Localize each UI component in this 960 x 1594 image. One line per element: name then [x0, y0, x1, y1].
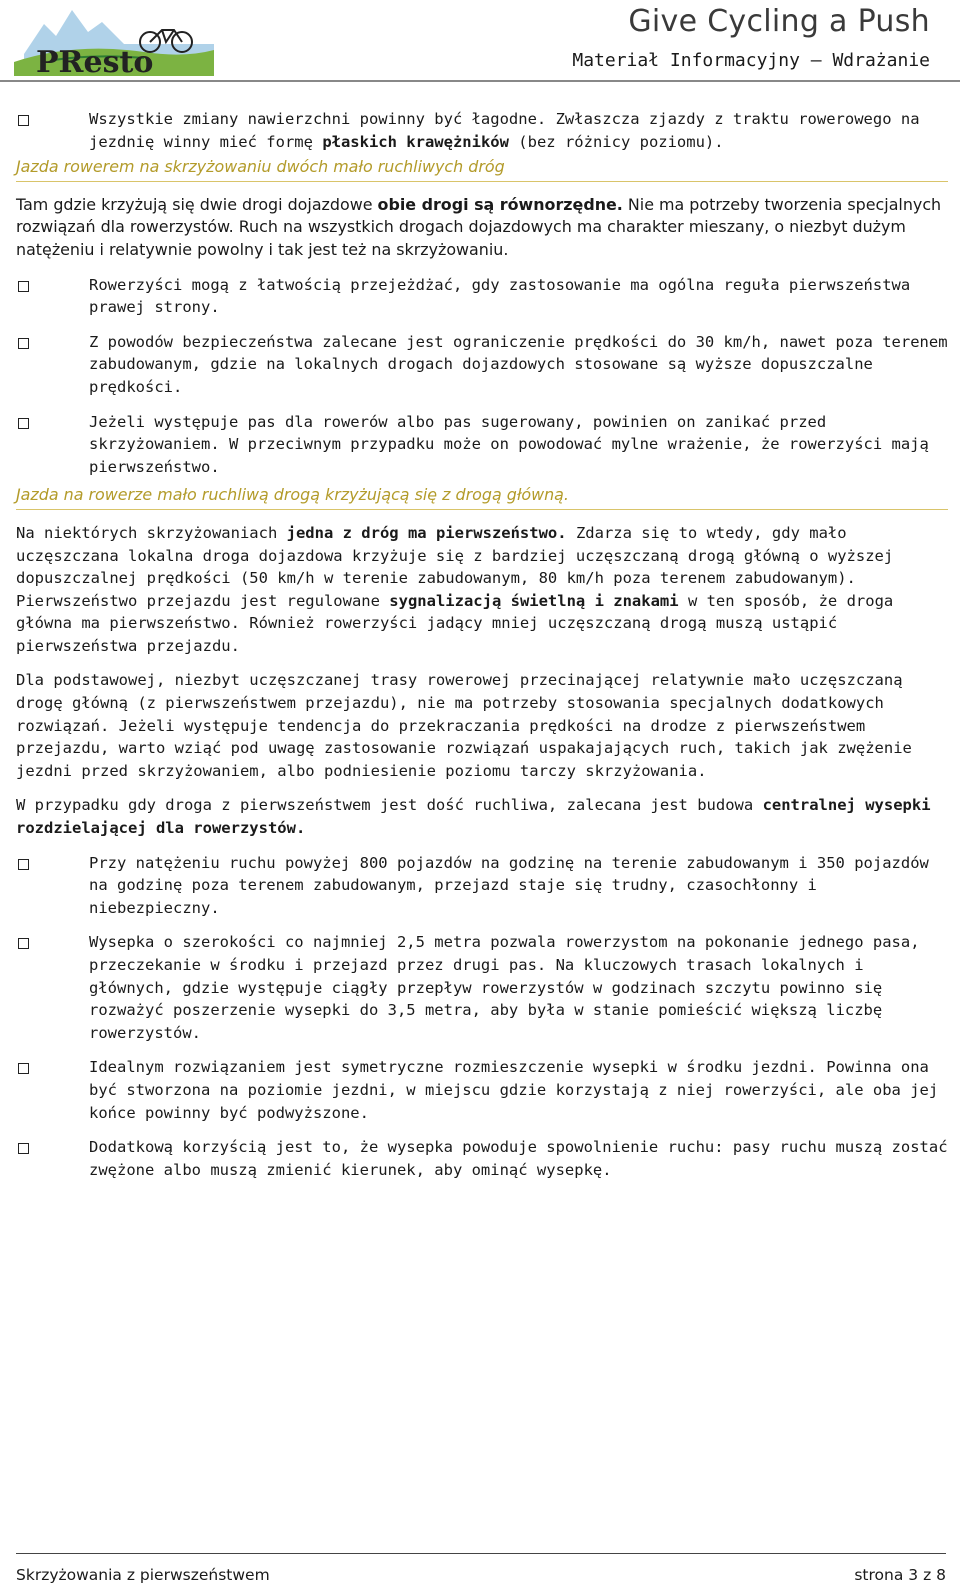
section-heading: Jazda rowerem na skrzyżowaniu dwóch mało ruchliwych dróg [16, 156, 948, 182]
checkbox-bullet-icon [18, 1063, 29, 1074]
document-title: Give Cycling a Push [628, 4, 930, 39]
header-divider [0, 80, 960, 82]
paragraph: Tam gdzie krzyżują się dwie drogi dojazdowe obie drogi są równorzędne. Nie ma potrzeby tworzenia specjalnych rozwiązań dla rowerzystów. Ruch na wszystkich drogach dojazdowych ma charakter mieszany, o niezbyt dużym natężeniu i relatywnie powolny i tak jest też na skrzyżowaniu. [16, 194, 942, 259]
document-body [16, 108, 948, 1181]
list-item: Dodatkową korzyścią jest to, że wysepka powoduje spowolnienie ruchu: pasy ruchu muszą zostać zwężone albo muszą zmienić kierunek, aby ominąć wysepkę. [16, 1136, 948, 1181]
checkbox-bullet-icon [18, 338, 29, 349]
document-subtitle: Materiał Informacyjny – Wdrażanie [572, 50, 930, 71]
page-header [0, 0, 960, 82]
paragraph: Dla podstawowej, niezbyt uczęszczanej trasy rowerowej przecinającej relatywnie mało uczęszczaną drogę główną (z pierwszeństwem przejazdu), nie ma potrzeby stosowania specjalnych dodatkowych rozwiązań. Jeżeli występuje tendencja do przekraczania prędkości na drodze z pierwszeństwem przejazdu, warto wziąć pod uwagę zastosowanie rozwiązań uspakajających ruch, takich jak zwężenie jezdni przed skrzyżowaniem, albo podniesienie poziomu tarczy skrzyżowania. [16, 671, 912, 780]
checkbox-bullet-icon [18, 281, 29, 292]
checkbox-bullet-icon [18, 938, 29, 949]
paragraph: W przypadku gdy droga z pierwszeństwem jest dość ruchliwa, zalecana jest budowa centralnej wysepki rozdzielającej dla rowerzystów. [16, 796, 931, 838]
checkbox-bullet-icon [18, 418, 29, 429]
list-item: Wszystkie zmiany nawierzchni powinny być łagodne. Zwłaszcza zjazdy z traktu rowerowego na jezdnię winny mieć formę płaskich krawężników (bez różnicy poziomu). [16, 108, 948, 153]
paragraph: Na niektórych skrzyżowaniach jedna z dróg ma pierwszeństwo. Zdarza się to wtedy, gdy mało uczęszczana lokalna droga dojazdowa krzyżuje się z bardziej uczęszczaną drogą główną o wyższej dopuszczalnej prędkości (50 km/h w terenie zabudowanym, 80 km/h poza terenem zabudowanym). Pierwszeństwo przejazdu jest regulowane sygnalizacją świetlną i znakami w ten sposób, że droga główna ma pierwszeństwo. Również rowerzyści jadący mniej uczęszczaną drogą muszą ustąpić pierwszeństwa przejazdu. [16, 523, 894, 655]
checkbox-bullet-icon [18, 859, 29, 870]
list-item: Idealnym rozwiązaniem jest symetryczne rozmieszczenie wysepki w środku jezdni. Powinna ona być stworzona na poziomie jezdni, w miejscu gdzie korzystają z niej rowerzyści, ale oba jej końce powinny być podwyższone. [16, 1056, 948, 1124]
page-number: strona 3 z 8 [854, 1566, 946, 1584]
section-heading: Jazda na rowerze mało ruchliwą drogą krzyżującą się z drogą główną. [16, 484, 948, 510]
list-item: Przy natężeniu ruchu powyżej 800 pojazdów na godzinę na terenie zabudowanym i 350 pojazdów na godzinę poza terenem zabudowanym, przejazd staje się trudny, czasochłonny i niebezpieczny. [16, 852, 948, 920]
checkbox-bullet-icon [18, 115, 29, 126]
checkbox-bullet-icon [18, 1143, 29, 1154]
list-item: Wysepka o szerokości co najmniej 2,5 metra pozwala rowerzystom na pokonanie jednego pasa, przeczekanie w środku i przejazd przez drugi pas. Na kluczowych trasach lokalnych i głównych, gdzie występuje ciągły przepływ rowerzystów w godzinach szczytu powinno się rozważyć poszerzenie wysepki do 3,5 metra, aby była w stanie pomieścić większą liczbę rowerzystów. [16, 931, 948, 1044]
footer-divider [16, 1553, 946, 1554]
footer-section-title: Skrzyżowania z pierwszeństwem [16, 1566, 270, 1584]
list-item: Rowerzyści mogą z łatwością przejeżdżać, gdy zastosowanie ma ogólna reguła pierwszeństwa prawej strony. [16, 274, 948, 319]
presto-logo [14, 2, 214, 76]
list-item: Jeżeli występuje pas dla rowerów albo pas sugerowany, powinien on zanikać przed skrzyżowaniem. W przeciwnym przypadku może on powodować mylne wrażenie, że rowerzyści mają pierwszeństwo. [16, 411, 948, 479]
list-item: Z powodów bezpieczeństwa zalecane jest ograniczenie prędkości do 30 km/h, nawet poza terenem zabudowanym, gdzie na lokalnych drogach dojazdowych stosowane są wyższe dopuszczalne prędkości. [16, 331, 948, 399]
logo-text: PResto [36, 45, 154, 76]
